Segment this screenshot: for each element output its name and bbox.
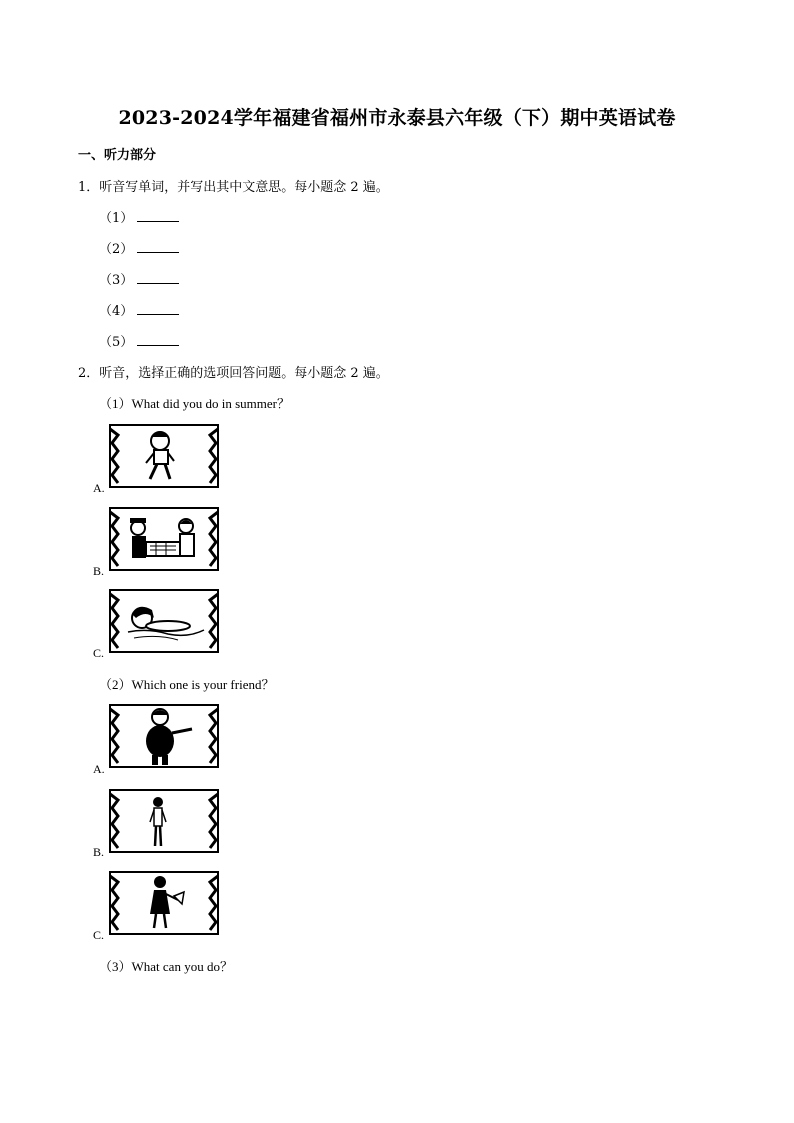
answer-blank-2[interactable] — [99, 238, 179, 257]
answer-blank-1[interactable] — [99, 207, 179, 226]
page-title: 2023-2024学年福建省福州市永泰县六年级（下）期中英语试卷 — [118, 107, 676, 129]
blank-label: （5） — [99, 335, 134, 350]
option-a[interactable]: A. — [93, 762, 105, 776]
answer-blank-4[interactable] — [99, 300, 179, 319]
answer-blank-3[interactable] — [99, 269, 179, 288]
boys-playing-chess-icon — [108, 506, 220, 572]
boy-playing-icon — [108, 423, 220, 489]
sub-question-3: （3）What can you do？ — [99, 959, 233, 974]
blank-line[interactable] — [137, 209, 179, 222]
sub-question-2: （2）Which one is your friend？ — [99, 677, 275, 692]
blank-label: （3） — [99, 273, 134, 288]
answer-blank-5[interactable] — [99, 331, 179, 350]
blank-line[interactable] — [137, 333, 179, 346]
fat-man-pointing-icon — [108, 703, 220, 769]
blank-label: （2） — [99, 242, 134, 257]
section-heading: 一、听力部分 — [78, 148, 157, 163]
girl-dancing-icon — [108, 870, 220, 936]
thin-boy-standing-icon — [108, 788, 220, 854]
option-b[interactable]: B. — [93, 845, 105, 859]
option-b[interactable]: B. — [93, 564, 105, 578]
girl-swimming-icon — [108, 588, 220, 654]
blank-label: （4） — [99, 304, 134, 319]
question-1-stem: 1．听音写单词，并写出其中文意思。每小题念 2 遍。 — [78, 180, 389, 195]
blank-line[interactable] — [137, 271, 179, 284]
question-2-stem: 2．听音，选择正确的选项回答问题。每小题念 2 遍。 — [78, 366, 389, 381]
blank-line[interactable] — [137, 240, 179, 253]
blank-line[interactable] — [137, 302, 179, 315]
blank-label: （1） — [99, 211, 134, 226]
option-a[interactable]: A. — [93, 481, 105, 495]
sub-question-1: （1）What did you do in summer？ — [99, 396, 291, 411]
option-c[interactable]: C. — [93, 928, 105, 942]
option-c[interactable]: C. — [93, 646, 105, 660]
